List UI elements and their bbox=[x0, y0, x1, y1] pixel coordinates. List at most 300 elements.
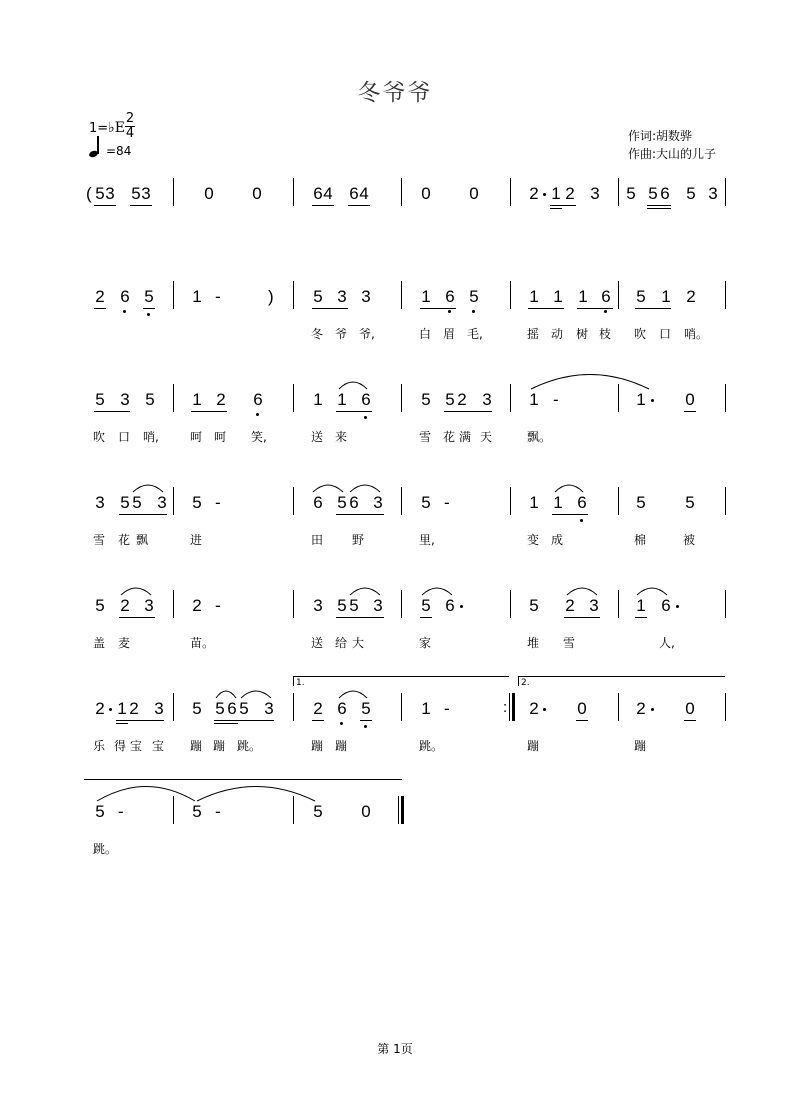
note: 6 bbox=[445, 596, 455, 615]
note: 6 bbox=[361, 390, 371, 409]
barline bbox=[401, 590, 402, 618]
note: 3 bbox=[141, 184, 151, 203]
note: 5 bbox=[95, 596, 105, 615]
note: 5 bbox=[313, 287, 323, 306]
barline bbox=[725, 178, 726, 206]
lyric: 盖 bbox=[93, 636, 106, 650]
slur bbox=[349, 481, 381, 493]
lyric: 麦 bbox=[118, 636, 131, 650]
slur bbox=[120, 584, 152, 596]
note: 5 bbox=[685, 493, 695, 512]
note: 5 bbox=[192, 699, 202, 718]
lyric: 蹦 bbox=[335, 739, 348, 753]
note: 5 bbox=[469, 287, 479, 306]
slur bbox=[554, 481, 584, 493]
lyric: 蹦 bbox=[213, 739, 226, 753]
barline bbox=[510, 384, 511, 412]
tempo-value: =84 bbox=[106, 144, 132, 158]
underline bbox=[116, 723, 128, 724]
underline bbox=[420, 308, 456, 309]
note: 5 bbox=[349, 596, 359, 615]
note: 2 bbox=[95, 699, 105, 718]
note: 4 bbox=[359, 184, 369, 203]
slur bbox=[338, 378, 368, 390]
lyric: 白 bbox=[419, 327, 432, 341]
underline bbox=[336, 617, 384, 618]
lyric: 爷, bbox=[359, 327, 375, 341]
underline bbox=[116, 720, 164, 721]
barline bbox=[293, 384, 294, 412]
lyric: 野 bbox=[352, 533, 365, 547]
lyric: 蹦 bbox=[634, 739, 647, 753]
note: 3 bbox=[590, 184, 600, 203]
score-row-4 bbox=[0, 493, 790, 573]
lyric: 飘 bbox=[136, 533, 149, 547]
score-row-1 bbox=[0, 184, 790, 264]
note: 2 bbox=[529, 184, 539, 203]
lyric: 乐 bbox=[93, 739, 106, 753]
note: 5 bbox=[445, 390, 455, 409]
underline bbox=[94, 308, 106, 309]
note: 5 bbox=[648, 184, 658, 203]
score-row-3 bbox=[0, 390, 790, 470]
note: 6 bbox=[601, 287, 611, 306]
lyric: 来 bbox=[335, 430, 348, 444]
slur bbox=[636, 584, 668, 596]
note: 2 bbox=[216, 390, 226, 409]
low-octave-dot bbox=[147, 313, 150, 316]
tie bbox=[530, 370, 650, 390]
lyric: 成 bbox=[551, 533, 564, 547]
low-octave-dot bbox=[364, 725, 367, 728]
note: 3 bbox=[144, 596, 154, 615]
repeat-barline-thick bbox=[512, 693, 515, 721]
note: 6 bbox=[445, 287, 455, 306]
underline bbox=[577, 308, 613, 309]
barline bbox=[293, 178, 294, 206]
note: 5 bbox=[626, 184, 636, 203]
note: 6 bbox=[120, 287, 130, 306]
note: 1 bbox=[551, 184, 561, 203]
note: 3 bbox=[95, 493, 105, 512]
barline bbox=[293, 281, 294, 309]
low-octave-dot bbox=[340, 722, 343, 725]
note: 3 bbox=[361, 287, 371, 306]
time-bottom: 4 bbox=[125, 126, 135, 141]
note: 6 bbox=[349, 493, 359, 512]
flat-symbol: ♭ bbox=[108, 120, 115, 136]
note: 1 bbox=[313, 390, 323, 409]
augmentation-dot bbox=[543, 193, 546, 196]
barline bbox=[293, 487, 294, 515]
dash: - bbox=[215, 493, 221, 512]
note: 5 bbox=[636, 287, 646, 306]
note: 2 bbox=[313, 699, 323, 718]
lyric: 雪 bbox=[93, 533, 106, 547]
barline bbox=[173, 384, 174, 412]
note: 2 bbox=[686, 287, 696, 306]
barline bbox=[293, 693, 294, 721]
lyric: 得 bbox=[114, 739, 127, 753]
volta-2-label: 2. bbox=[521, 678, 530, 688]
note: 5 bbox=[313, 802, 323, 821]
underline bbox=[564, 617, 600, 618]
barline bbox=[173, 487, 174, 515]
underline bbox=[119, 617, 155, 618]
note: 1 bbox=[578, 287, 588, 306]
note: 3 bbox=[154, 699, 164, 718]
underline bbox=[336, 514, 384, 515]
lyric: 蹦 bbox=[311, 739, 324, 753]
underline bbox=[576, 720, 588, 721]
underline bbox=[635, 617, 647, 618]
note: 5 bbox=[686, 184, 696, 203]
underline bbox=[94, 411, 130, 412]
note: 3 bbox=[313, 596, 323, 615]
underline bbox=[94, 205, 116, 206]
barline bbox=[173, 178, 174, 206]
lyric: 雪 bbox=[563, 636, 576, 650]
dash: - bbox=[215, 802, 221, 821]
lyric: 跳。 bbox=[237, 739, 262, 753]
dash: - bbox=[215, 596, 221, 615]
lyric: 天 bbox=[480, 430, 493, 444]
song-title: 冬爷爷 bbox=[357, 80, 433, 106]
lyric: 眉 bbox=[443, 327, 456, 341]
tie bbox=[96, 782, 196, 802]
lyric: 口 bbox=[659, 327, 672, 341]
note: 1 bbox=[421, 699, 431, 718]
dash: - bbox=[215, 287, 221, 306]
lyric: 蹦 bbox=[190, 739, 203, 753]
lyric: 树 bbox=[576, 327, 589, 341]
note: 5 bbox=[120, 493, 130, 512]
note: 1 bbox=[636, 390, 646, 409]
tie bbox=[196, 782, 316, 802]
note: 3 bbox=[373, 493, 383, 512]
lyric: 花 bbox=[443, 430, 456, 444]
note: 6 bbox=[337, 699, 347, 718]
note: 5 bbox=[95, 184, 105, 203]
barline bbox=[725, 590, 726, 618]
low-octave-dot bbox=[364, 416, 367, 419]
close-paren: ) bbox=[268, 287, 274, 306]
underline bbox=[214, 723, 238, 724]
note: 2 bbox=[529, 699, 539, 718]
barline bbox=[510, 590, 511, 618]
open-paren: ( bbox=[86, 184, 92, 203]
note: 3 bbox=[120, 390, 130, 409]
note: 1 bbox=[192, 287, 202, 306]
lyric: 给 bbox=[335, 636, 348, 650]
note: 5 bbox=[529, 596, 539, 615]
barline bbox=[725, 281, 726, 309]
note: 5 bbox=[145, 390, 155, 409]
lyricist: 作词:胡数骅 bbox=[628, 129, 693, 143]
lyric: 爷 bbox=[335, 327, 348, 341]
note: 3 bbox=[708, 184, 718, 203]
underline bbox=[348, 205, 370, 206]
note: 2 bbox=[192, 596, 202, 615]
underline bbox=[647, 205, 671, 206]
lyric: 动 bbox=[551, 327, 564, 341]
low-octave-dot bbox=[448, 310, 451, 313]
note: 1 bbox=[661, 287, 671, 306]
lyric: 哨, bbox=[143, 430, 159, 444]
note: 2 bbox=[457, 390, 467, 409]
lyric: 花 bbox=[118, 533, 131, 547]
low-octave-dot bbox=[580, 519, 583, 522]
low-octave-dot bbox=[123, 310, 126, 313]
underline bbox=[528, 308, 564, 309]
note: 3 bbox=[482, 390, 492, 409]
note: 1 bbox=[421, 287, 431, 306]
score-row-5 bbox=[0, 596, 790, 676]
page-number: 第 1页 bbox=[377, 1042, 413, 1056]
note: 2 bbox=[129, 699, 139, 718]
lyric: 宝 bbox=[130, 739, 143, 753]
underline bbox=[119, 514, 167, 515]
note: 2 bbox=[636, 699, 646, 718]
composer: 作曲:大山的儿子 bbox=[628, 147, 717, 161]
note: 5 bbox=[95, 390, 105, 409]
note: 6 bbox=[661, 596, 671, 615]
underline bbox=[191, 411, 227, 412]
note: 3 bbox=[105, 184, 115, 203]
note: 5 bbox=[361, 699, 371, 718]
note: 1 bbox=[553, 493, 563, 512]
note: 5 bbox=[337, 596, 347, 615]
barline bbox=[173, 281, 174, 309]
barline bbox=[173, 693, 174, 721]
lyric: 吹 bbox=[93, 430, 106, 444]
barline bbox=[173, 796, 174, 824]
note: 1 bbox=[529, 493, 539, 512]
lyric: 送 bbox=[311, 430, 324, 444]
note: 0 bbox=[577, 699, 587, 718]
barline bbox=[510, 178, 511, 206]
dash: - bbox=[444, 699, 450, 718]
note: 3 bbox=[157, 493, 167, 512]
repeat-barline-thin bbox=[509, 693, 510, 721]
note: 3 bbox=[373, 596, 383, 615]
slur bbox=[349, 584, 381, 596]
dash: - bbox=[118, 802, 124, 821]
barline bbox=[725, 693, 726, 721]
score-row-2 bbox=[0, 287, 790, 367]
barline bbox=[401, 693, 402, 721]
barline bbox=[618, 590, 619, 618]
final-barline-thin bbox=[398, 796, 399, 824]
slur bbox=[338, 687, 368, 699]
lyric: 变 bbox=[527, 533, 540, 547]
underline bbox=[684, 411, 696, 412]
score-row-7 bbox=[0, 802, 790, 882]
note: 0 bbox=[421, 184, 431, 203]
low-octave-dot bbox=[472, 310, 475, 313]
barline bbox=[618, 693, 619, 721]
underline bbox=[360, 720, 372, 721]
note: 1 bbox=[337, 390, 347, 409]
note: 6 bbox=[253, 390, 263, 409]
note: 6 bbox=[660, 184, 670, 203]
lyric: 被 bbox=[683, 533, 696, 547]
note: 5 bbox=[192, 802, 202, 821]
underline bbox=[130, 205, 152, 206]
note: 6 bbox=[313, 493, 323, 512]
underline bbox=[444, 411, 492, 412]
note: 0 bbox=[469, 184, 479, 203]
lyric: 进 bbox=[190, 533, 203, 547]
note: 5 bbox=[421, 390, 431, 409]
lyric: 大 bbox=[352, 636, 365, 650]
note: 5 bbox=[337, 493, 347, 512]
key-prefix: 1= bbox=[89, 121, 109, 136]
volta-2-continuation bbox=[84, 779, 402, 780]
note: 3 bbox=[337, 287, 347, 306]
note: 6 bbox=[349, 184, 359, 203]
underline bbox=[143, 308, 155, 309]
barline bbox=[725, 384, 726, 412]
note: 5 bbox=[421, 493, 431, 512]
slur bbox=[421, 584, 453, 596]
augmentation-dot bbox=[651, 399, 654, 402]
augmentation-dot bbox=[676, 605, 679, 608]
lyric: 飘。 bbox=[527, 430, 552, 444]
barline bbox=[618, 281, 619, 309]
barline bbox=[293, 796, 294, 824]
barline bbox=[173, 590, 174, 618]
augmentation-dot bbox=[651, 708, 654, 711]
underline bbox=[312, 720, 324, 721]
underline bbox=[214, 720, 274, 721]
lyric: 家 bbox=[419, 636, 432, 650]
lyric: 跳。 bbox=[419, 739, 444, 753]
note: 2 bbox=[95, 287, 105, 306]
volta-1-line bbox=[293, 676, 509, 677]
lyric: 宝 bbox=[152, 739, 165, 753]
note: 5 bbox=[192, 493, 202, 512]
note: 3 bbox=[589, 596, 599, 615]
slur bbox=[312, 481, 344, 493]
lyric: 里, bbox=[419, 533, 435, 547]
note: 5 bbox=[239, 699, 249, 718]
key-signature bbox=[89, 120, 125, 136]
underline bbox=[550, 208, 562, 209]
barline bbox=[401, 281, 402, 309]
note: 6 bbox=[313, 184, 323, 203]
note: 5 bbox=[636, 493, 646, 512]
lyric: 枝 bbox=[599, 327, 612, 341]
slur bbox=[240, 687, 272, 699]
underline bbox=[312, 205, 334, 206]
barline bbox=[510, 281, 511, 309]
lyric: 苗。 bbox=[190, 636, 215, 650]
underline bbox=[312, 308, 348, 309]
underline bbox=[684, 720, 696, 721]
barline bbox=[618, 178, 619, 206]
underline bbox=[336, 411, 372, 412]
note: 0 bbox=[252, 184, 262, 203]
underline bbox=[550, 205, 576, 206]
note: 5 bbox=[132, 493, 142, 512]
lyric: 吹 bbox=[634, 327, 647, 341]
lyric: 哨。 bbox=[684, 327, 709, 341]
note: 6 bbox=[227, 699, 237, 718]
note: 5 bbox=[95, 802, 105, 821]
lyric: 雪 bbox=[419, 430, 432, 444]
note: 5 bbox=[144, 287, 154, 306]
lyric: 田 bbox=[311, 533, 324, 547]
note: 6 bbox=[577, 493, 587, 512]
barline bbox=[510, 487, 511, 515]
note: 4 bbox=[323, 184, 333, 203]
note: 0 bbox=[204, 184, 214, 203]
tempo-marking bbox=[88, 136, 131, 158]
barline bbox=[401, 487, 402, 515]
slur bbox=[215, 687, 237, 699]
note: 2 bbox=[565, 596, 575, 615]
repeat-dots: : bbox=[503, 699, 508, 716]
note: 3 bbox=[264, 699, 274, 718]
barline bbox=[401, 178, 402, 206]
score-row-6 bbox=[0, 678, 790, 779]
lyric: 冬 bbox=[311, 327, 324, 341]
lyric: 口 bbox=[118, 430, 131, 444]
note: 1 bbox=[553, 287, 563, 306]
underline bbox=[552, 514, 588, 515]
note: 1 bbox=[529, 390, 539, 409]
lyric: 蹦 bbox=[527, 739, 540, 753]
underline bbox=[420, 617, 432, 618]
augmentation-dot bbox=[109, 708, 112, 711]
underline bbox=[647, 208, 671, 209]
volta-2-line bbox=[518, 676, 725, 677]
note: 1 bbox=[636, 596, 646, 615]
note: 1 bbox=[529, 287, 539, 306]
volta-2-hook bbox=[518, 676, 519, 686]
slur bbox=[566, 584, 598, 596]
note: 5 bbox=[215, 699, 225, 718]
barline bbox=[618, 487, 619, 515]
underline bbox=[635, 308, 671, 309]
volta-1-hook bbox=[293, 676, 294, 686]
barline bbox=[293, 590, 294, 618]
final-barline-thick bbox=[401, 796, 404, 824]
barline bbox=[725, 487, 726, 515]
lyric: 跳。 bbox=[93, 842, 118, 856]
note: 0 bbox=[685, 390, 695, 409]
note: 1 bbox=[192, 390, 202, 409]
note: 1 bbox=[117, 699, 127, 718]
lyric: 人, bbox=[659, 636, 675, 650]
note: 5 bbox=[421, 596, 431, 615]
augmentation-dot bbox=[543, 708, 546, 711]
note: 5 bbox=[131, 184, 141, 203]
lyric: 呵 bbox=[214, 430, 227, 444]
dash: - bbox=[553, 390, 559, 409]
note: 2 bbox=[120, 596, 130, 615]
note: 0 bbox=[685, 699, 695, 718]
lyric: 毛, bbox=[467, 327, 483, 341]
slur bbox=[132, 481, 164, 493]
lyric: 呵 bbox=[190, 430, 203, 444]
lyric: 笑, bbox=[251, 430, 267, 444]
barline bbox=[401, 384, 402, 412]
lyric: 摇 bbox=[527, 327, 540, 341]
augmentation-dot bbox=[460, 605, 463, 608]
dash: - bbox=[444, 493, 450, 512]
